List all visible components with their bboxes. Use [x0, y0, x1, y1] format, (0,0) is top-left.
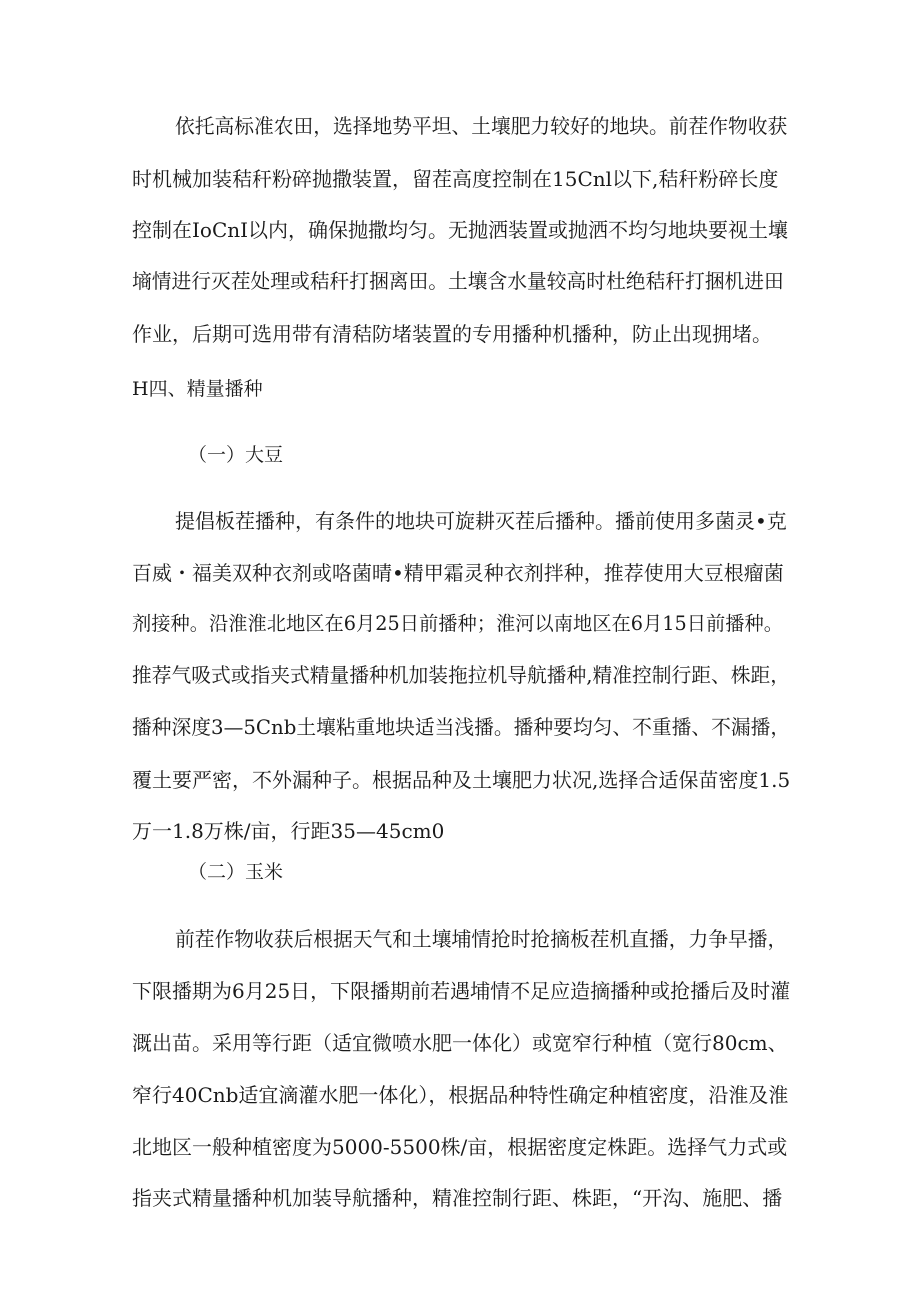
- paragraph-2-line-7: 万一1.8万株/亩，行距35—45cm0: [132, 819, 445, 843]
- paragraph-1-line-2: 时机械加装秸秆粉碎抛撒装置，留茬高度控制在15Cnl以下,秸秆粉碎长度: [132, 167, 779, 191]
- paragraph-2-line-5: 播种深度3—5Cnb土壤粘重地块适当浅播。播种要均匀、不重播、不漏播，: [132, 716, 791, 739]
- paragraph-2-line-2: 百威・福美双种衣剂或咯菌晴•精甲霜灵种衣剂拌种，推荐使用大豆根瘤菌: [132, 561, 784, 585]
- paragraph-2-line-6: 覆土要严密，不外漏种子。根据品种及土壤肥力状况,选择合适保苗密度1.5: [132, 768, 791, 792]
- section-heading: H四、精量播种: [132, 378, 263, 400]
- paragraph-2-line-1: 提倡板茬播种，有条件的地块可旋耕灭茬后播种。播前使用多菌灵•克: [175, 509, 787, 533]
- paragraph-3-line-5: 北地区一般种植密度为5000-5500株/亩，根据密度定株距。选择气力式或: [132, 1135, 788, 1159]
- paragraph-1-line-3: 控制在IoCnI以内，确保抛撒均匀。无抛洒装置或抛洒不均匀地块要视土壤: [132, 218, 789, 242]
- subheading-soybean: （一）大豆: [188, 444, 284, 466]
- subheading-corn: （二）玉米: [188, 861, 284, 883]
- paragraph-3-line-3: 溉出苗。采用等行距（适宜微喷水肥一体化）或宽窄行种植（宽行80cm、: [132, 1031, 788, 1055]
- paragraph-1-line-1: 依托高标准农田，选择地势平坦、土壤肥力较好的地块。前茬作物收获: [175, 115, 788, 138]
- paragraph-1-line-5: 作业，后期可选用带有清秸防堵装置的专用播种机播种，防止出现拥堵。: [132, 322, 772, 346]
- paragraph-1-line-4: 墒情进行灭茬处理或秸秆打捆离田。土壤含水量较高时杜绝秸秆打捆机进田: [132, 270, 784, 293]
- paragraph-2-line-3: 剂接种。沿淮淮北地区在6月25日前播种；淮河以南地区在6月15日前播种。: [132, 612, 783, 635]
- paragraph-3-line-4: 窄行40Cnb适宜滴灌水肥一体化），根据品种特性确定种植密度，沿淮及淮: [132, 1083, 789, 1107]
- paragraph-3-line-1: 前茬作物收获后根据天气和土壤埔情抢时抢摘板茬机直播，力争早播，: [175, 928, 788, 951]
- paragraph-3-line-6: 指夹式精量播种机加装导航播种，精准控制行距、株距，“开沟、施肥、播: [132, 1186, 783, 1210]
- paragraph-2-line-4: 推荐气吸式或指夹式精量播种机加装拖拉机导航播种,精准控制行距、株距，: [132, 664, 791, 687]
- paragraph-3-line-2: 下限播期为6月25日，下限播期前若遇埔情不足应造摘播种或抢播后及时灌: [132, 979, 791, 1003]
